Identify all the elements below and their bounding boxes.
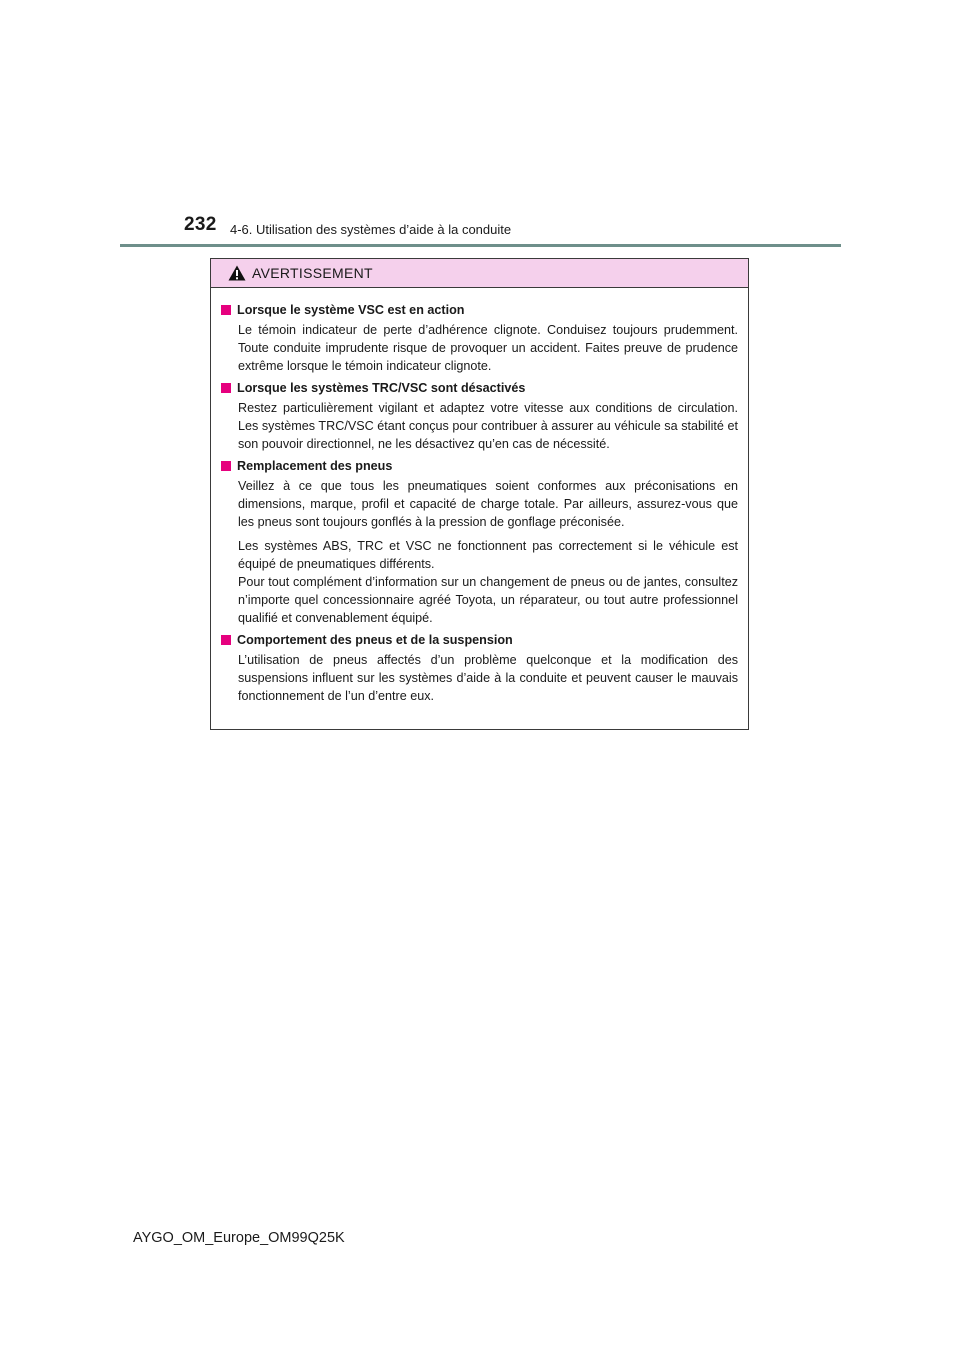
header-rule	[120, 244, 841, 247]
bullet-square-icon	[221, 635, 231, 645]
bullet-square-icon	[221, 305, 231, 315]
warning-item-heading-text: Lorsque le système VSC est en action	[237, 303, 465, 317]
warning-box	[210, 258, 749, 730]
warning-item-heading	[221, 459, 738, 473]
warning-item-heading	[221, 633, 738, 647]
warning-paragraph: Pour tout complément d’information sur un changement de pneus ou de jantes, consultez n’importe quel concessionnaire agréé Toyota, un réparateur, ou tout autre professionnel qualifié et convenablement équipé.	[238, 575, 738, 625]
warning-paragraph: Le témoin indicateur de perte d’adhérence clignote. Conduisez toujours prudemment. Toute conduite imprudente risque de provoquer un accident. Faites preuve de prudence extrême lorsque le témoin indicateur clignote.	[238, 323, 738, 373]
bullet-square-icon	[221, 461, 231, 471]
warning-paragraph: Les systèmes ABS, TRC et VSC ne fonctionnent pas correctement si le véhicule est équipé de pneumatiques différents.	[238, 539, 738, 571]
bullet-square-icon	[221, 383, 231, 393]
warning-paragraph: Restez particulièrement vigilant et adaptez votre vitesse aux conditions de circulation. Les systèmes TRC/VSC étant conçus pour contribuer à assurer au véhicule sa stabilité et son pouvoir directionnel, ne les désactivez qu’en cas de nécessité.	[238, 401, 738, 451]
document-code: AYGO_OM_Europe_OM99Q25K	[133, 1230, 345, 1246]
warning-title: AVERTISSEMENT	[252, 265, 373, 281]
warning-item-heading-text: Remplacement des pneus	[237, 459, 393, 473]
page-number: 232	[184, 214, 217, 235]
warning-item-heading	[221, 381, 738, 395]
warning-header	[211, 259, 748, 288]
warning-item-heading-text: Lorsque les systèmes TRC/VSC sont désactivés	[237, 381, 526, 395]
warning-body	[211, 288, 748, 705]
warning-triangle-icon	[228, 265, 246, 281]
warning-item-heading	[221, 303, 738, 317]
section-title: 4-6. Utilisation des systèmes d’aide à la conduite	[230, 222, 512, 237]
warning-item-heading-text: Comportement des pneus et de la suspension	[237, 633, 513, 647]
warning-paragraph: L’utilisation de pneus affectés d’un problème quelconque et la modification des suspensions influent sur les systèmes d’aide à la conduite et peuvent causer le mauvais fonctionnement de l’un d’entre eux.	[238, 653, 738, 703]
warning-paragraph: Veillez à ce que tous les pneumatiques soient conformes aux préconisations en dimensions, marque, profil et capacité de charge totale. Par ailleurs, assurez-vous que les pneus sont toujours gonflés à la pression de gonflage préconisée.	[238, 479, 738, 529]
